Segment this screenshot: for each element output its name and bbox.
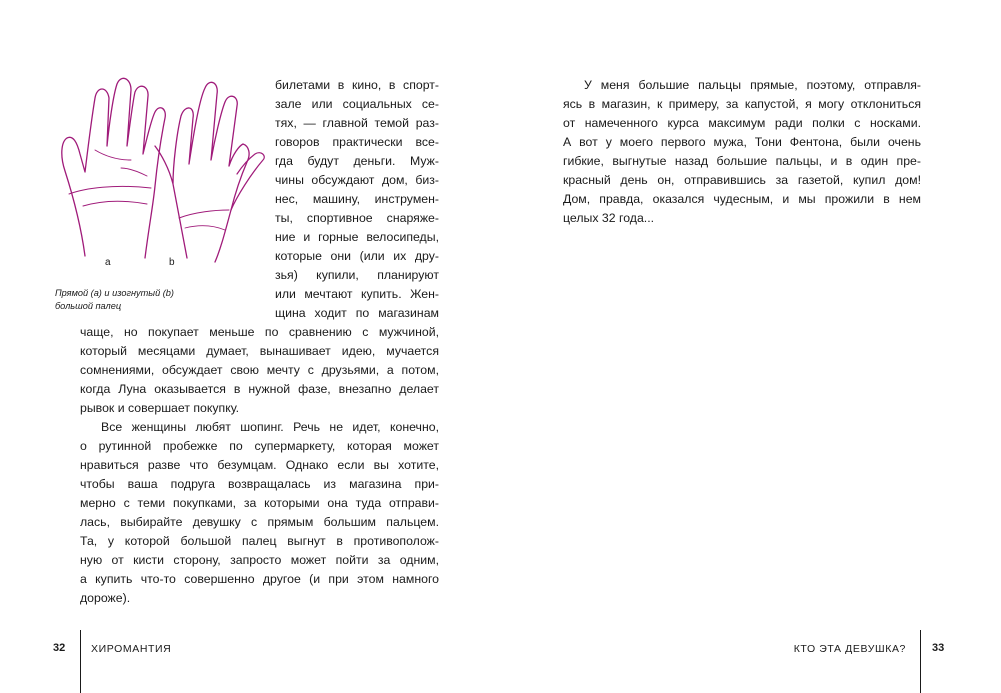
body-line: Все женщины любят шопинг. Речь не идет, конечно, [101, 420, 439, 434]
body-line: который месяцами думает, вынашивает идею, мучается [80, 344, 439, 358]
figure-caption-line: Прямой (a) и изогнутый (b) [55, 288, 174, 298]
body-line: гибкие, выгнутые назад большие пальцы, и в один пре- [563, 154, 921, 168]
running-head: КТО ЭТА ДЕВУШКА? [793, 643, 906, 655]
body-line: нес, машину, инструмен- [275, 192, 439, 206]
body-line: рывок и совершает покупку. [80, 401, 240, 415]
body-line: дороже). [80, 591, 131, 605]
body-line: от намеченного курса максимум ради полки с носками. [563, 116, 921, 130]
body-line: тях, — главной темой раз- [275, 116, 439, 130]
body-line: чтобы ваша подруга возвращалась из магазина при- [80, 477, 439, 491]
body-line: которые они (или их дру- [275, 249, 439, 263]
body-line: зале или социальных се- [275, 97, 439, 111]
body-line: щина ходит по магазинам [275, 306, 439, 320]
body-line: А вот у моего первого мужа, Тони Фентона, были очень [563, 135, 921, 149]
body-line: сомнениями, обсуждает свою мечту с друзьями, а потом, [80, 363, 439, 377]
body-line: лась, выбирайте девушку с прямым большим пальцем. [80, 515, 439, 529]
body-line: чаще, но покупает меньше по сравнению с мужчиной, [80, 325, 439, 339]
left-page [0, 0, 500, 693]
body-line: или мечтают купить. Жен- [275, 287, 439, 301]
body-line: ты, спортивное снаряже- [275, 211, 439, 225]
body-line: Та, у которой большой палец выгнут в противополож- [80, 534, 439, 548]
figure-label-b: b [169, 257, 175, 268]
hand-illustration [55, 76, 265, 276]
page-number: 33 [932, 642, 945, 654]
body-line: красный день он, отправившись за газетой, купил дом! [563, 173, 921, 187]
body-line: ную от кисти сторону, запросто может пойти за одним, [80, 553, 439, 567]
body-line: зья) купили, планируют [275, 268, 439, 282]
body-line: о рутинной пробежке по супермаркету, которая может [80, 439, 439, 453]
figure-caption-line: большой палец [55, 301, 122, 311]
body-line: гда будут деньги. Муж- [275, 154, 439, 168]
body-line: нравиться разве что безумцам. Однако если вы хотите, [80, 458, 439, 472]
page-number: 32 [53, 642, 66, 654]
body-line: чины обсуждают дом, биз- [275, 173, 439, 187]
right-page [500, 0, 1001, 693]
body-line: целых 32 года... [563, 211, 655, 225]
body-line: Дом, правда, оказался чудесным, и мы прожили в нем [563, 192, 921, 206]
footer-divider [80, 630, 81, 693]
running-head: ХИРОМАНТИЯ [91, 643, 172, 655]
body-line: когда Луна оказывается в нужной фазе, внезапно делает [80, 382, 439, 396]
body-line: мерно с теми покупками, за которыми она туда отправи- [80, 496, 439, 510]
body-line: ние и горные велосипеды, [275, 230, 439, 244]
body-line: билетами в кино, в спорт- [275, 78, 439, 92]
body-line: У меня большие пальцы прямые, поэтому, отправля- [584, 78, 921, 92]
figure-label-a: a [105, 257, 111, 268]
footer-divider [920, 630, 921, 693]
body-line: ясь в магазин, к примеру, за капустой, я могу отклониться [563, 97, 921, 111]
body-line: говоров практически все- [275, 135, 439, 149]
body-line: а купить что-то совершенно другое (и при этом намного [80, 572, 439, 586]
